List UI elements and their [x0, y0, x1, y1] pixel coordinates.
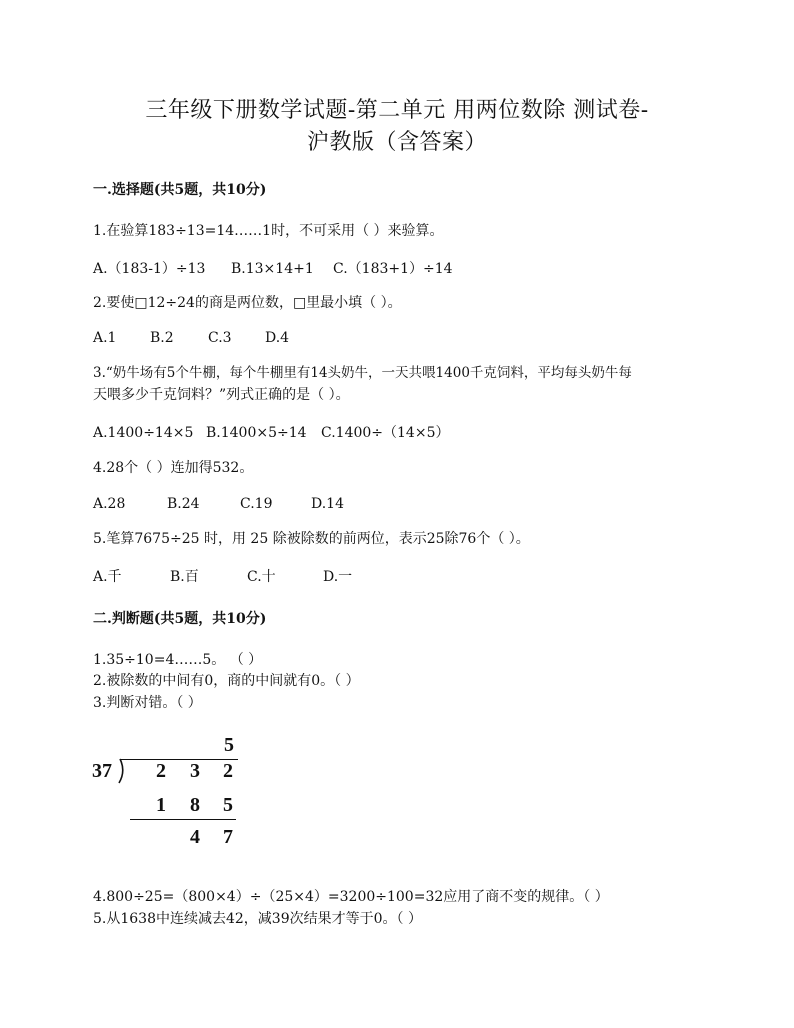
division-divisor: 37 — [92, 760, 112, 782]
q1-2-option-a: A.1 — [93, 330, 117, 346]
division-remainder-digit-2: 7 — [223, 826, 233, 848]
question-1-3-line-2: 天喂多少千克饲料？”列式正确的是（ ）。 — [93, 387, 350, 403]
page-title-line-2: 沪教版（含答案） — [306, 130, 487, 155]
question-1-4: 4.28个（ ）连加得532。 — [93, 460, 254, 476]
q1-2-option-b: B.2 — [150, 330, 174, 346]
q1-2-option-c: C.3 — [208, 330, 232, 346]
section-2-heading: 二.判断题(共5题，共10分) — [93, 611, 267, 627]
division-bar — [120, 759, 238, 760]
division-product-digit-2: 8 — [190, 794, 200, 816]
division-remainder-digit-1: 4 — [190, 826, 200, 848]
division-bracket — [114, 758, 128, 784]
q1-2-option-d: D.4 — [265, 330, 290, 346]
division-product-digit-1: 1 — [156, 794, 166, 816]
q1-4-option-c: C.19 — [240, 496, 273, 512]
q1-4-option-b: B.24 — [167, 496, 200, 512]
q1-5-option-a: A.千 — [93, 569, 122, 585]
long-division-figure — [90, 730, 250, 860]
q1-4-option-d: D.14 — [311, 496, 344, 512]
division-dividend-digit-2: 3 — [190, 760, 200, 782]
q1-1-option-b: B.13×14+1 — [231, 261, 314, 277]
question-2-3: 3.判断对错。（ ） — [93, 695, 202, 711]
division-quotient: 5 — [224, 734, 234, 756]
page-title-line-1: 三年级下册数学试题-第二单元 用两位数除 测试卷- — [145, 98, 649, 123]
q1-3-option-b: B.1400×5÷14 — [206, 425, 307, 441]
q1-5-option-b: B.百 — [170, 569, 199, 585]
question-1-3-line-1: 3.“奶牛场有5个牛棚，每个牛棚里有14头奶牛，一天共喂1400千克饲料，平均每头奶牛每 — [93, 365, 632, 381]
section-1-heading: 一.选择题(共5题，共10分) — [93, 182, 267, 198]
q1-5-option-d: D.一 — [323, 569, 353, 585]
q1-3-option-a: A.1400÷14×5 — [93, 425, 194, 441]
question-2-5: 5.从1638中连续减去42，减39次结果才等于0。（ ） — [93, 911, 422, 927]
question-2-2: 2.被除数的中间有0，商的中间就有0。（ ） — [93, 673, 360, 689]
division-dividend-digit-1: 2 — [156, 760, 166, 782]
q1-1-option-a: A.（183-1）÷13 — [93, 261, 206, 277]
q1-4-option-a: A.28 — [93, 496, 126, 512]
q1-3-option-c: C.1400÷（14×5） — [321, 425, 450, 441]
question-2-4: 4.800÷25=（800×4）÷（25×4）=3200÷100=32应用了商不变的规律。（ ） — [93, 889, 609, 905]
division-dividend-digit-3: 2 — [223, 760, 233, 782]
question-2-1: 1.35÷10=4……5。 （ ） — [93, 652, 263, 668]
q1-5-option-c: C.十 — [247, 569, 276, 585]
division-subtraction-line — [130, 819, 236, 820]
division-product-digit-3: 5 — [223, 794, 233, 816]
question-1-1: 1.在验算183÷13=14……1时，不可采用（ ）来验算。 — [93, 223, 444, 239]
question-1-2: 2.要使□12÷24的商是两位数，□里最小填（ ）。 — [93, 295, 402, 311]
question-1-5: 5.笔算7675÷25 时，用 25 除被除数的前两位，表示25除76个（ ）。 — [93, 531, 530, 547]
q1-1-option-c: C.（183+1）÷14 — [333, 261, 453, 277]
